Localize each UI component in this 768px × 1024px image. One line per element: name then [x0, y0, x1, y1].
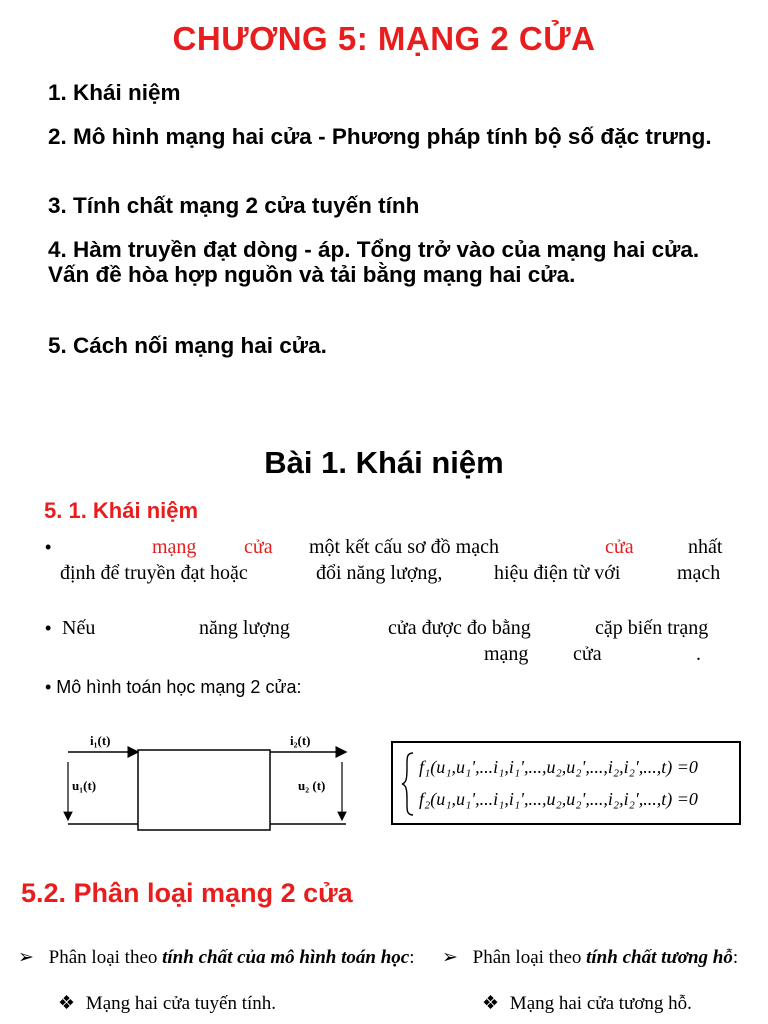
para2-text: năng lượng	[199, 617, 290, 639]
classify-left-prefix: Phân loại theo	[48, 947, 163, 968]
diamond-bullet-icon: ❖	[482, 993, 500, 1014]
section-5-2-heading: 5.2. Phân loại mạng 2 cửa	[21, 878, 353, 908]
toc-item-4: 4. Hàm truyền đạt dòng - áp. Tổng trở vào của mạng hai cửa. Vấn đề hòa hợp nguồn và tải bằng mạng hai cửa.	[48, 237, 700, 287]
toc-item-3: 3. Tính chất mạng 2 cửa tuyến tính	[48, 193, 420, 218]
bullet-icon: •	[45, 537, 52, 557]
label-i2: i₂(t)	[290, 733, 311, 748]
equation-2: f₂(u₁,u₁',...i₁,i₁',...,u₂,u₂',...,i₂,i₂',...,t) =0	[419, 789, 698, 809]
para2-text: Nếu	[62, 617, 96, 639]
para1-text: định để truyền đạt hoặc	[60, 562, 248, 584]
classify-linear-item	[58, 992, 276, 1015]
chapter-title: CHƯƠNG 5: MẠNG 2 CỬA	[172, 20, 596, 57]
classify-right-prefix: Phân loại theo	[472, 947, 587, 968]
label-u1: u₁(t)	[72, 778, 97, 793]
para1-text: một kết cấu sơ đồ mạch	[309, 536, 499, 558]
section-5-1-heading: 5. 1. Khái niệm	[44, 498, 199, 523]
para1-text: nhất	[688, 536, 723, 558]
classify-math-model	[18, 946, 414, 969]
equation-box	[391, 741, 741, 825]
para1-text: mạch	[677, 562, 721, 584]
label-i1: i₁(t)	[90, 733, 111, 748]
equation-1: f₁(u₁,u₁',...i₁,i₁',...,u₂,u₂',...,i₂,i₂',...,t) =0	[419, 757, 698, 777]
classify-reciprocal-item	[482, 992, 692, 1015]
lesson-title: Bài 1. Khái niệm	[264, 445, 504, 480]
classify-right-item: Mạng hai cửa tương hỗ.	[509, 993, 692, 1014]
para2-text: cửa được đo bằng	[388, 617, 531, 639]
arrow-right-icon: ➢	[442, 947, 458, 968]
para2-text: cửa	[573, 643, 602, 665]
para2-text: mạng	[484, 643, 529, 665]
label-u2: u₂ (t)	[298, 778, 326, 793]
para1-red-word: cửa	[605, 536, 634, 558]
toc-item-1: 1. Khái niệm	[48, 80, 181, 105]
bullet-icon: •	[45, 618, 52, 638]
classify-left-item: Mạng hai cửa tuyến tính.	[85, 993, 277, 1014]
classify-right-emphasis: tính chất tương hỗ	[586, 947, 733, 968]
classify-right-suffix: :	[732, 947, 739, 968]
math-model-label: • Mô hình toán học mạng 2 cửa:	[45, 677, 302, 697]
diamond-bullet-icon: ❖	[58, 993, 76, 1014]
para2-text: .	[696, 643, 701, 665]
para1-red-word: mạng	[152, 536, 197, 558]
two-port-box	[138, 750, 270, 830]
para1-text: hiệu điện từ với	[494, 562, 621, 584]
classify-left-emphasis: tính chất của mô hình toán học	[162, 947, 410, 968]
left-brace-icon	[401, 751, 415, 817]
classify-left-suffix: :	[409, 947, 415, 968]
arrow-right-icon: ➢	[18, 947, 34, 968]
para1-text: đổi năng lượng,	[316, 562, 443, 584]
para2-text: cặp biến trạng	[595, 617, 709, 639]
toc-item-2: 2. Mô hình mạng hai cửa - Phương pháp tính bộ số đặc trưng.	[48, 124, 712, 149]
toc-item-5: 5. Cách nối mạng hai cửa.	[48, 333, 327, 358]
para1-red-word: cửa	[244, 536, 273, 558]
classify-reciprocity	[442, 946, 738, 969]
